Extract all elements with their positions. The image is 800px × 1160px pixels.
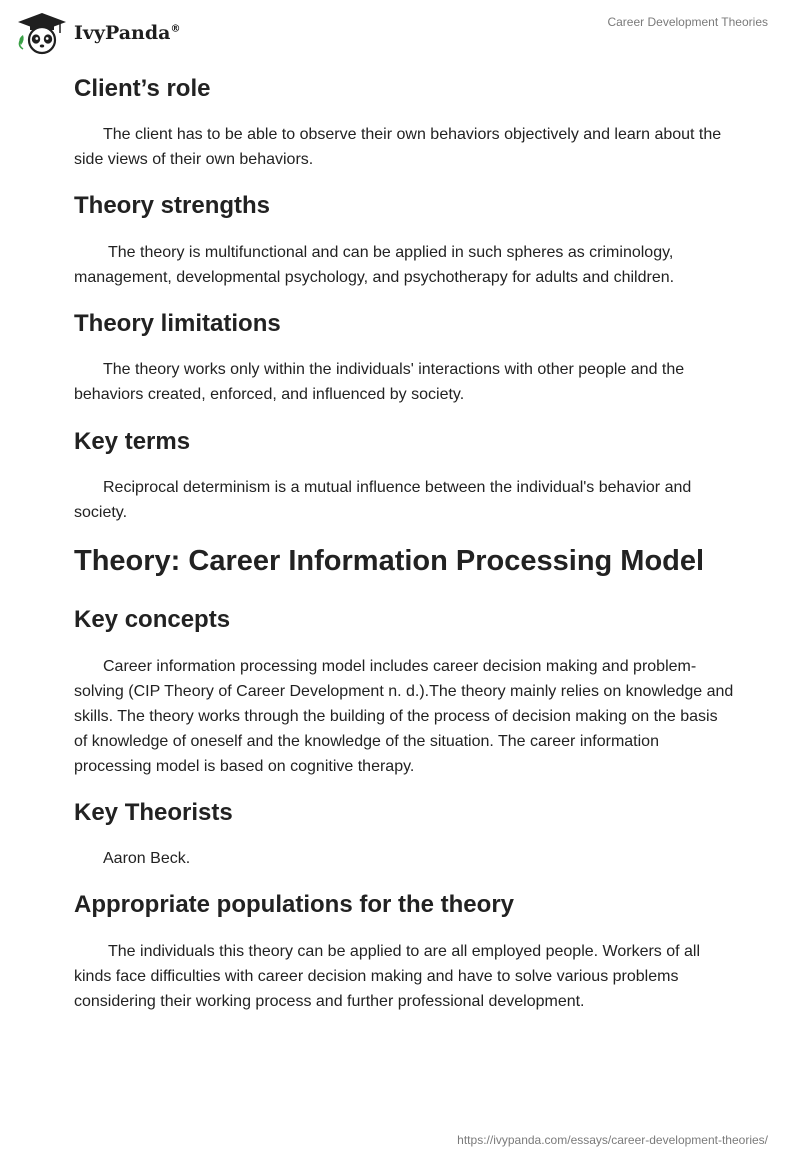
document-title: Career Development Theories: [607, 15, 768, 29]
heading-theory-strengths: Theory strengths: [74, 192, 271, 219]
ivypanda-logo[interactable]: [14, 9, 180, 57]
paragraph-key-theorists: Aaron Beck.: [103, 850, 191, 867]
page-header: [0, 0, 800, 60]
heading-key-terms: Key terms: [74, 428, 191, 455]
heading-key-theorists: Key Theorists: [74, 799, 233, 826]
paragraph-theory-strengths: The theory is multifunctional and can be applied in such spheres as criminology, management, developmental psychology, and psychotherapy for adults and children.: [74, 244, 675, 286]
panda-graduate-icon: [14, 9, 70, 57]
paragraph-key-concepts: Career information processing model includes career decision making and problem-solving (CIP Theory of Career Development n. d.).The theory mainly relies on knowledge and skills. The theory works through the building of the process of decision making on the basis of knowledge of oneself and the knowledge of the situation. The career information processing model is based on cognitive therapy.: [74, 658, 734, 775]
heading-key-concepts: Key concepts: [74, 606, 231, 633]
heading-clients-role: Client’s role: [74, 75, 211, 102]
paragraph-clients-role: The client has to be able to observe their own behaviors objectively and learn about the side views of their own behaviors.: [74, 126, 722, 168]
registered-mark: ®: [170, 23, 181, 35]
brand-name: IvyPanda®: [74, 22, 181, 44]
paragraph-appropriate-populations: The individuals this theory can be applied to are all employed people. Workers of all kinds face difficulties with career decision making and have to solve various problems considering their working process and further professional development.: [74, 943, 701, 1010]
heading-appropriate-populations: Appropriate populations for the theory: [74, 891, 515, 918]
paragraph-theory-limitations: The theory works only within the individuals' interactions with other people and the behaviors created, enforced, and influenced by society.: [74, 361, 685, 403]
paragraph-key-terms: Reciprocal determinism is a mutual influence between the individual's behavior and society.: [74, 479, 692, 521]
heading-cip-model: Theory: Career Information Processing Model: [74, 545, 705, 577]
heading-theory-limitations: Theory limitations: [74, 310, 281, 337]
source-url[interactable]: https://ivypanda.com/essays/career-development-theories/: [457, 1133, 768, 1147]
